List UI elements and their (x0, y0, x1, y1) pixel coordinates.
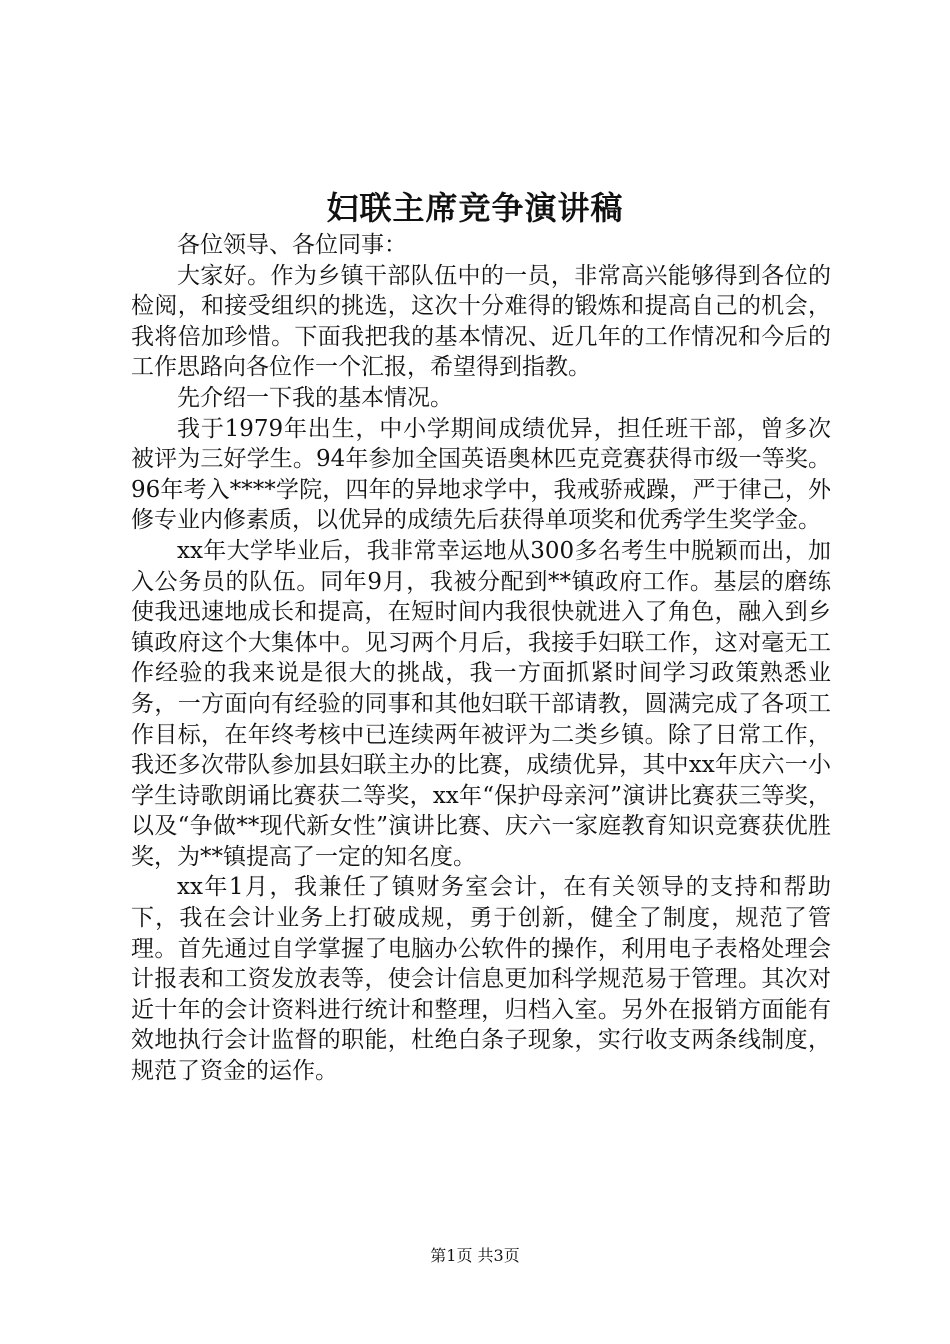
paragraph-work-experience: xx年大学毕业后，我非常幸运地从300多名考生中脱颖而出，加入公务员的队伍。同年9月，我被分配到**镇政府工作。基层的磨练使我迅速地成长和提高，在短时间内我很快就进入了角色，融入到乡镇政府这个大集体中。见习两个月后，我接手妇联工作，这对毫无工作经验的我来说是很大的挑战，我一方面抓紧时间学习政策熟悉业务，一方面向有经验的同事和其他妇联干部请教，圆满完成了各项工作目标，在年终考核中已连续两年被评为二类乡镇。除了日常工作，我还多次带队参加县妇联主办的比赛，成绩优异，其中xx年庆六一小学生诗歌朗诵比赛获二等奖，xx年“保护母亲河”演讲比赛获三等奖，以及“争做**现代新女性”演讲比赛、庆六一家庭教育知识竞赛获优胜奖，为**镇提高了一定的知名度。 (131, 537, 831, 870)
paragraph-salutation: 各位领导、各位同事： (177, 232, 407, 258)
paragraph-intro: 先介绍一下我的基本情况。 (177, 384, 453, 411)
document-title: 妇联主席竞争演讲稿 (326, 189, 624, 227)
paragraph-accounting: xx年1月，我兼任了镇财务室会计，在有关领导的支持和帮助下，我在会计业务上打破成规，勇于创新，健全了制度，规范了管理。首先通过自学掌握了电脑办公软件的操作，利用电子表格处理会计报表和工资发放表等，使会计信息更加科学规范易于管理。其次对近十年的会计资料进行统计和整理，归档入室。另外在报销方面能有效地执行会计监督的职能，杜绝白条子现象，实行收支两条线制度，规范了资金的运作。 (131, 874, 831, 1085)
paragraph-greeting: 大家好。作为乡镇干部队伍中的一员，非常高兴能够得到各位的检阅，和接受组织的挑选，这次十分难得的锻炼和提高自己的机会，我将倍加珍惜。下面我把我的基本情况、近几年的工作情况和今后的工作思路向各位作一个汇报，希望得到指教。 (131, 262, 831, 381)
document-body (131, 230, 831, 1087)
page-footer: 第1页 共3页 (430, 1246, 520, 1265)
paragraph-background: 我于1979年出生，中小学期间成绩优异，担任班干部，曾多次被评为三好学生。94年参加全国英语奥林匹克竞赛获得市级一等奖。96年考入****学院，四年的异地求学中，我戒骄戒躁，严于律己，外修专业内修素质，以优异的成绩先后获得单项奖和优秀学生奖学金。 (131, 415, 831, 534)
